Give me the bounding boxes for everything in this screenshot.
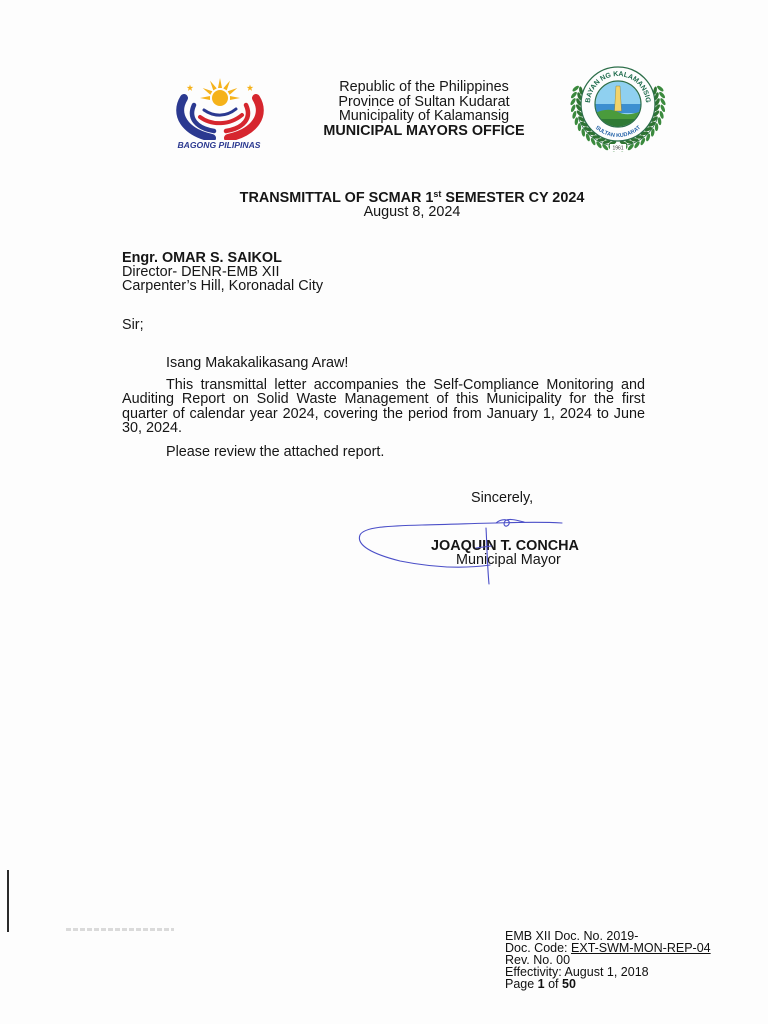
footer-page-number	[505, 978, 711, 990]
page-current: 1	[537, 977, 545, 991]
seal-top-text: BAYAN NG KALAMANSIG	[584, 70, 652, 104]
star-icon	[247, 85, 254, 91]
document-date: August 8, 2024	[363, 204, 461, 220]
footer-doc-code-label: Doc. Code:	[505, 941, 572, 955]
title-text-rest: SEMESTER CY 2024	[441, 190, 585, 206]
laurel-leaf	[574, 117, 578, 125]
kalamansig-municipal-seal	[558, 66, 676, 156]
star-icon	[187, 85, 194, 91]
laurel-leaf	[570, 91, 578, 99]
paragraph-line: This transmittal letter accompanies the Self-Compliance Monitoring and	[166, 377, 645, 393]
page-total: 50	[562, 977, 576, 991]
recipient-name: Engr. OMAR S. SAIKOL	[122, 250, 282, 266]
letterhead-province: Province of Sultan Kudarat	[338, 93, 510, 110]
laurel-leaf	[658, 91, 666, 99]
laurel-leaf	[657, 117, 661, 125]
bagong-pilipinas-caption: BAGONG PILIPINAS	[177, 140, 261, 150]
letterhead-office: MUNICIPAL MAYORS OFFICE	[323, 122, 525, 139]
footer-doc-code-value: EXT-SWM-MON-REP-04	[571, 941, 711, 955]
letterhead-republic: Republic of the Philippines	[339, 79, 509, 95]
paragraph-line: Auditing Report on Solid Waste Management of this Municipality for the first	[122, 391, 645, 408]
paragraph-line: 30, 2024.	[122, 420, 183, 437]
title-text: TRANSMITTAL OF SCMAR 1	[239, 190, 434, 206]
footer-doc-no: EMB XII Doc. No. 2019-	[505, 929, 639, 943]
recipient-block	[122, 251, 323, 293]
body-paragraph	[122, 378, 645, 436]
document-control-footer	[505, 930, 711, 990]
recipient-address: Carpenter’s Hill, Koronadal City	[122, 278, 324, 294]
laurel-leaf	[655, 123, 659, 131]
page-of: of	[544, 977, 562, 991]
laurel-leaf	[572, 85, 580, 93]
sun-emblem	[200, 78, 240, 106]
signatory-title: Municipal Mayor	[456, 552, 561, 568]
greeting: Isang Makakalikasang Araw!	[166, 355, 349, 371]
faded-revision-mark	[66, 928, 174, 931]
page-label: Page	[505, 977, 538, 991]
paragraph-line: quarter of calendar year 2024, covering the period from January 1, 2024 to June	[122, 405, 645, 422]
letterhead-municipality: Municipality of Kalamansig	[338, 108, 510, 124]
signatory-name: JOAQUIN T. CONCHA	[431, 538, 579, 554]
seal-year: 1961	[612, 145, 624, 152]
salutation: Sir;	[122, 317, 144, 333]
bagong-pilipinas-logo	[170, 72, 270, 140]
laurel-leaf	[569, 97, 576, 106]
document-title	[212, 191, 612, 205]
laurel-leaf	[578, 123, 582, 131]
handwritten-signature	[350, 508, 576, 588]
footer-effectivity: Effectivity: August 1, 2018	[505, 965, 649, 979]
complimentary-close: Sincerely,	[471, 490, 534, 506]
laurel-leaf	[659, 97, 666, 106]
document-title-block	[212, 191, 612, 219]
seal-bottom-text: SULTAN KUDARAT	[593, 124, 643, 140]
recipient-position: Director- DENR-EMB XII	[122, 264, 280, 280]
letterhead	[300, 80, 548, 138]
title-superscript: st	[433, 189, 442, 199]
closing-request: Please review the attached report.	[166, 444, 385, 460]
laurel-leaf	[656, 85, 664, 93]
footer-rev: Rev. No. 00	[505, 953, 571, 967]
scan-edge-line	[7, 870, 9, 932]
